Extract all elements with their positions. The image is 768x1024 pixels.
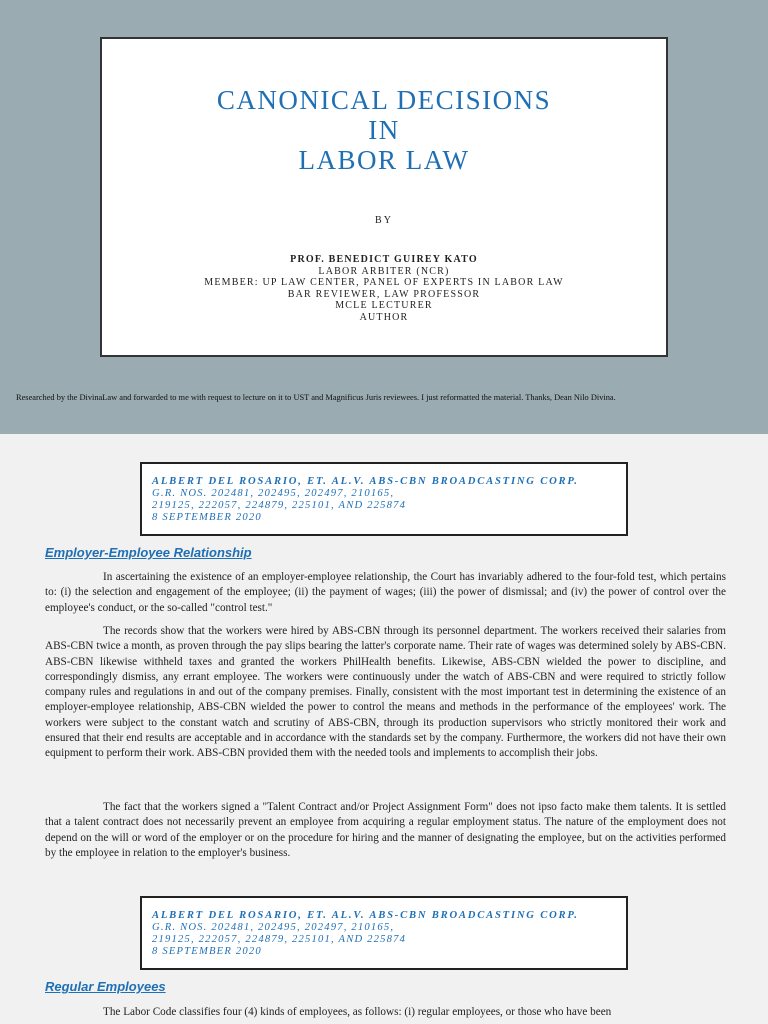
author-role: LABOR ARBITER (NCR) — [318, 265, 450, 277]
title-line-2: IN — [368, 115, 400, 145]
title-line-1: CANONICAL DECISIONS — [216, 85, 552, 115]
case-citation-box — [140, 462, 628, 536]
case-gr-numbers: G.R. NOS. 202481, 202495, 202497, 210165, — [152, 922, 395, 933]
author-role: BAR REVIEWER, LAW PROFESSOR — [287, 288, 481, 300]
title-line-3: LABOR LAW — [298, 145, 470, 175]
cover-section — [0, 0, 768, 434]
author-block — [102, 254, 666, 323]
case-date: 8 SEPTEMBER 2020 — [152, 946, 262, 957]
section-heading-regular-employees: Regular Employees — [45, 979, 166, 994]
body-paragraph: The fact that the workers signed a "Talent Contract and/or Project Assignment Form" does not ipso facto make them talents. It is settled that a talent contract does not necessarily prevent an employee from acquiring a regular employment status. The nature of the employment does not depend on the will or word of the employer or on the procedure for hiring and the manner of designating the employee, but on the activities performed by the employee in relation to the employer's business. — [45, 801, 726, 859]
body-paragraph: In ascertaining the existence of an employer-employee relationship, the Court has invariably adhered to the four-fold test, which pertains to: (i) the selection and engagement of the employee; (ii) the payment of wages; (iii) the power of dismissal; and (iv) the power of control over the employee's conduct, or the so-called "control test." — [45, 571, 726, 614]
title-box — [100, 37, 668, 357]
body-paragraph: The records show that the workers were hired by ABS-CBN through its personnel department. The workers received their salaries from ABS-CBN twice a month, as proven through the pay slips bearing the latter's corporate name. Their rate of wages was determined solely by ABS-CBN. ABS-CBN likewise withheld taxes and granted the workers PhilHealth benefits. Likewise, ABS-CBN wielded the power to discipline, and correspondingly dismiss, any errant employee. The workers were continuously under the watch of ABS-CBN and were required to strictly follow company rules and regulations in and out of the company premises. Finally, consistent with the most important test in determining the existence of an employer-employee relationship, ABS-CBN wielded the power to control the means and methods in the performance of the employees' work. The workers were subject to the constant watch and scrutiny of ABS-CBN, through its production supervisors who strictly monitored their work and ensured that their end results are acceptable and in accordance with the standards set by the company. Furthermore, the workers did not have their own equipment to perform their work. ABS-CBN provided them with the needed tools and implements to accomplish their jobs. — [45, 625, 726, 760]
case-gr-numbers: 219125, 222057, 224879, 225101, AND 225874 — [152, 934, 407, 945]
author-role: AUTHOR — [359, 311, 409, 323]
author-name: PROF. BENEDICT GUIREY KATO — [290, 254, 478, 265]
case-title: ALBERT DEL ROSARIO, ET. AL.V. ABS-CBN BROADCASTING CORP. — [152, 910, 579, 921]
section-heading-employer-employee: Employer-Employee Relationship — [45, 545, 252, 560]
author-role: MCLE LECTURER — [335, 300, 433, 311]
body-paragraph: The Labor Code classifies four (4) kinds of employees, as follows: (i) regular employees, or those who have been — [103, 1006, 612, 1018]
case-citation-box — [140, 896, 628, 970]
researched-note: Researched by the DivinaLaw and forwarded to me with request to lecture on it to UST and Magnificus Juris reviewees. I just reformatted the material. Thanks, Dean Nilo Divina. — [16, 393, 616, 402]
by-label: BY — [375, 215, 393, 226]
case-title: ALBERT DEL ROSARIO, ET. AL.V. ABS-CBN BROADCASTING CORP. — [152, 476, 579, 487]
author-role: MEMBER: UP LAW CENTER, PANEL OF EXPERTS IN LABOR LAW — [204, 277, 564, 288]
case-gr-numbers: 219125, 222057, 224879, 225101, AND 225874 — [152, 500, 407, 511]
case-gr-numbers: G.R. NOS. 202481, 202495, 202497, 210165, — [152, 488, 395, 499]
case-date: 8 SEPTEMBER 2020 — [152, 512, 262, 523]
